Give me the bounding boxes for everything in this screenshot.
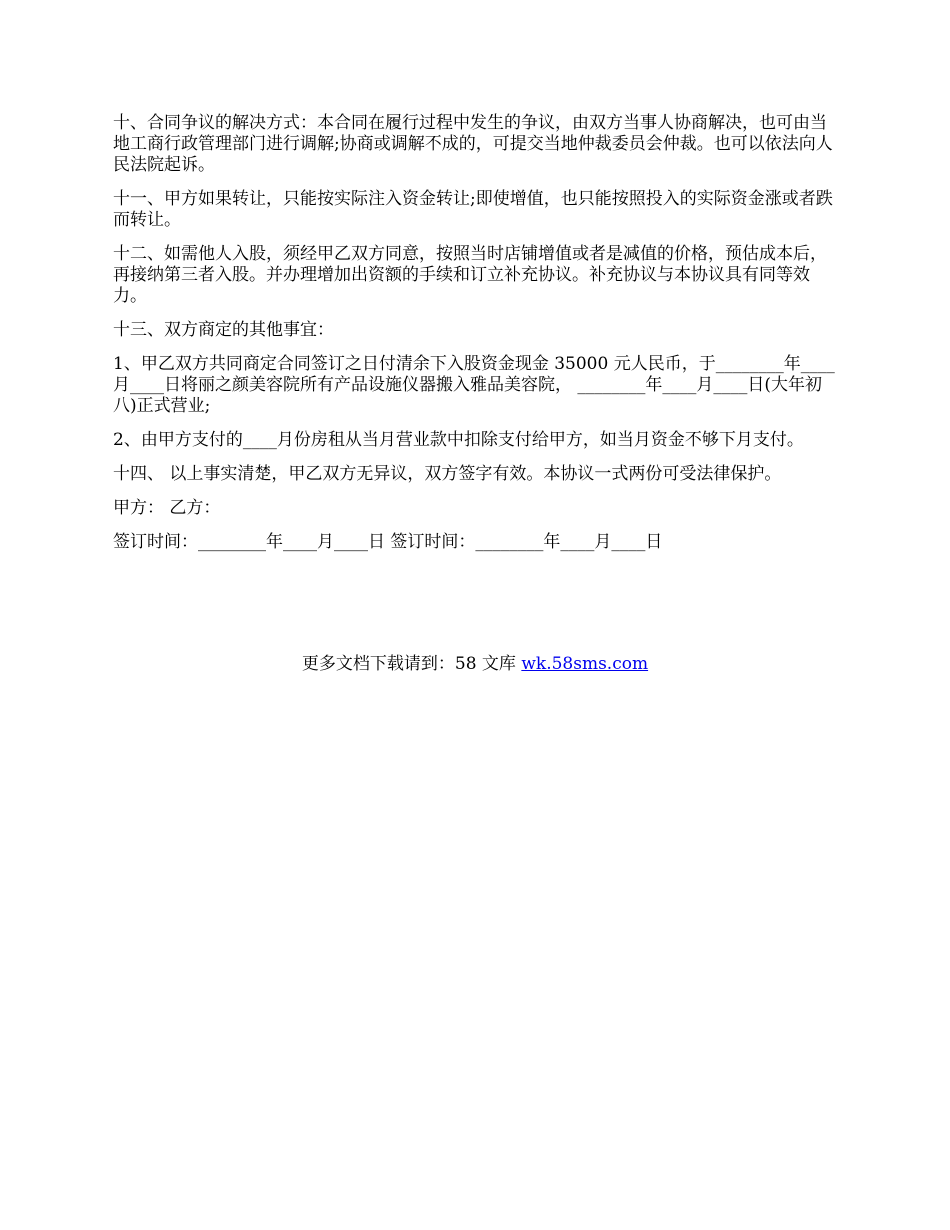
clause-14-validity: 十四、 以上事实清楚，甲乙双方无异议，双方签字有效。本协议一式两份可受法律保护。	[113, 464, 782, 484]
clause-13-heading: 十三、双方商定的其他事宜：	[113, 320, 334, 340]
signing-dates: 签订时间：________年____月____日 签订时间：________年____月____日	[113, 532, 663, 552]
document-body	[113, 113, 841, 566]
clause-13-item-2: 2、由甲方支付的____月份房租从当月营业款中扣除支付给甲方，如当月资金不够下月支付。	[113, 430, 804, 450]
party-signatures: 甲方： 乙方：	[113, 498, 221, 518]
clause-10-dispute-resolution: 十、合同争议的解决方式：本合同在履行过程中发生的争议，由双方当事人协商解决，也可由当地工商行政管理部门进行调解;协商或调解不成的，可提交当地仲裁委员会仲裁。也可以依法向人民法院起诉。	[113, 113, 833, 175]
footer	[0, 654, 950, 675]
clause-11-transfer: 十一、甲方如果转让，只能按实际注入资金转让;即使增值，也只能按照投入的实际资金涨或者跌而转让。	[113, 189, 833, 230]
footer-link[interactable]: wk.58sms.com	[521, 654, 649, 674]
clause-12-new-shareholders: 十二、如需他人入股，须经甲乙双方同意，按照当时店铺增值或者是减值的价格，预估成本后，再接纳第三者入股。并办理增加出资额的手续和订立补充协议。补充协议与本协议具有同等效力。	[113, 244, 827, 306]
footer-text: 更多文档下载请到：58 文库	[301, 654, 522, 674]
clause-13-item-1: 1、甲乙双方共同商定合同签订之日付清余下入股资金现金 35000 元人民币，于________年____月____日将丽之颜美容院所有产品设施仪器搬入雅品美容院， ________年____月____日(大年初八)正式营业;	[113, 354, 835, 416]
